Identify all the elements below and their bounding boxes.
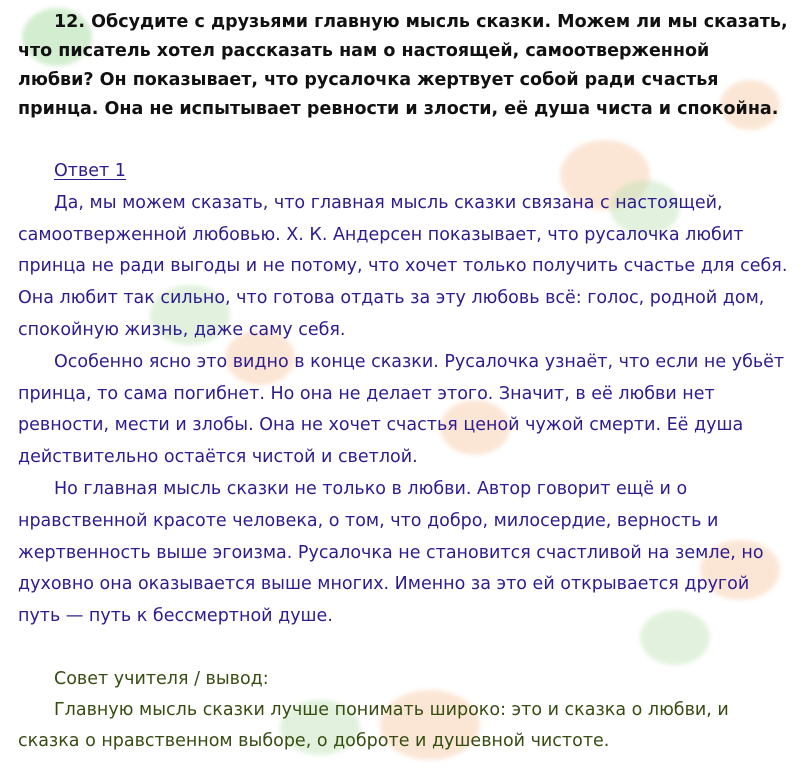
question-paragraph — [18, 8, 788, 124]
advice-heading: Совет учителя / вывод: — [54, 669, 269, 689]
question-number: 12. — [54, 12, 86, 32]
answer-paragraph: Особенно ясно это видно в конце сказки. Русалочка узнаёт, что если не убьёт принца, то сама погибнет. Но она не делает этого. Значит, в её любви нет ревности, мести и злобы. Она не хочет счастья ценой чужой смерти. Её душа действительно остаётся чистой и светлой. — [18, 351, 785, 468]
question-text: Обсудите с друзьями главную мысль сказки. Можем ли мы сказать, что писатель хотел рассказать нам о настоящей, самоотверженной любви? Он показывает, что русалочка жертвует собой ради счастья принца. Она не испытывает ревности и злости, её душа чиста и спокойна. — [18, 12, 788, 119]
teacher-advice-block — [18, 664, 793, 757]
answer-paragraph: Но главная мысль сказки не только в любви. Автор говорит ещё и о нравственной красоте человека, о том, что добро, милосердие, верность и жертвенность выше эгоизма. Русалочка не становится счастливой на земле, но духовно она оказывается выше многих. Именно за это ей открывается другой путь — путь к бессмертной душе. — [18, 478, 764, 627]
answer-heading: Ответ 1 — [54, 161, 126, 181]
question-block — [18, 8, 788, 124]
answer-paragraph: Да, мы можем сказать, что главная мысль сказки связана с настоящей, самоотверженной любовью. Х. К. Андерсен показывает, что русалочка любит принца не ради выгоды и не потому, что хочет только получить счастье для себя. Она любит так сильно, что готова отдать за эту любовь всё: голос, родной дом, спокойную жизнь, даже саму себя. — [18, 192, 788, 340]
advice-text: Главную мысль сказки лучше понимать широко: это и сказка о любви, и сказка о нравственном выборе, о доброте и душевной чистоте. — [18, 700, 729, 751]
answer-block — [18, 156, 793, 633]
